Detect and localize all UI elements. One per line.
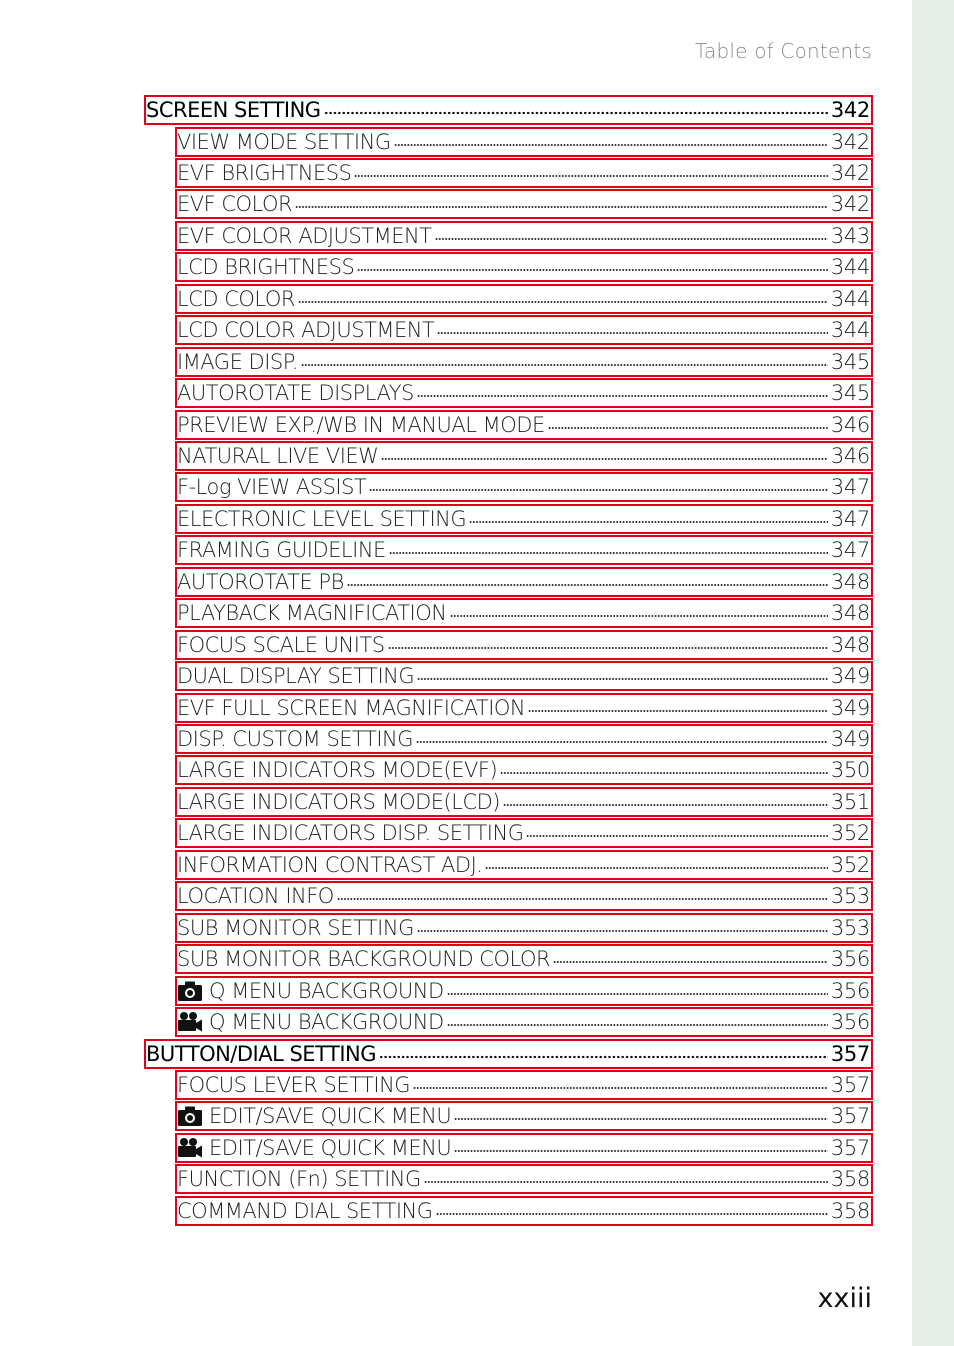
toc-entry-page: 344	[830, 318, 870, 343]
dot-leader	[417, 393, 828, 399]
toc-entry-label: BUTTON/DIAL SETTING	[146, 1041, 377, 1066]
toc-entry-page: 342	[830, 98, 870, 122]
dot-leader	[369, 487, 828, 493]
toc-entry[interactable]	[175, 976, 873, 1006]
toc-entry-page: 347	[830, 506, 870, 531]
dot-leader	[379, 1054, 828, 1060]
page-header-title: Table of Contents	[694, 39, 872, 63]
toc-entry-label: PREVIEW EXP./WB IN MANUAL MODE	[177, 412, 545, 437]
toc-entry[interactable]	[175, 787, 873, 817]
dot-leader	[447, 991, 828, 997]
toc-entry-page: 352	[830, 821, 870, 846]
dot-leader	[548, 425, 828, 431]
toc-entry[interactable]	[175, 693, 873, 723]
dot-leader	[436, 1211, 828, 1217]
toc-entry-page: 346	[830, 443, 870, 468]
dot-leader	[424, 1179, 828, 1185]
toc-entry-page: 344	[830, 255, 870, 280]
toc-entry-page: 348	[830, 601, 870, 626]
toc-entry[interactable]	[175, 315, 873, 345]
toc-entry-label: PLAYBACK MAGNIFICATION	[177, 601, 447, 626]
toc-entry[interactable]	[175, 661, 873, 691]
toc-entry-label: EVF BRIGHTNESS	[177, 160, 352, 185]
toc-entry[interactable]	[175, 127, 873, 157]
toc-entry-label: IMAGE DISP.	[177, 349, 298, 374]
toc-entry-page: 357	[830, 1135, 870, 1160]
dot-leader	[437, 330, 827, 336]
toc-entry-page: 356	[830, 1010, 870, 1034]
toc-entry-label: AUTOROTATE PB	[177, 569, 344, 594]
toc-entry[interactable]	[175, 189, 873, 219]
toc-entry[interactable]	[175, 410, 873, 440]
toc-entry-page: 356	[830, 947, 870, 972]
toc-entry-page: 353	[830, 915, 870, 940]
toc-entry-page: 358	[830, 1198, 870, 1223]
dot-leader	[389, 550, 828, 556]
toc-entry[interactable]	[175, 1070, 873, 1100]
toc-entry[interactable]	[175, 252, 873, 282]
toc-entry[interactable]	[175, 1164, 873, 1194]
dot-leader	[354, 173, 827, 179]
toc-entry-label: LARGE INDICATORS MODE(LCD)	[177, 789, 500, 814]
toc-entry[interactable]	[175, 378, 873, 408]
toc-entry[interactable]	[175, 284, 873, 314]
toc-entry-label: DISP. CUSTOM SETTING	[177, 727, 414, 751]
toc-section-entry[interactable]	[144, 95, 873, 125]
toc-entry[interactable]	[175, 1196, 873, 1226]
toc-entry-page: 349	[830, 695, 870, 720]
toc-entry-page: 348	[830, 632, 870, 657]
movie-camera-icon	[177, 1011, 203, 1033]
still-camera-icon	[177, 980, 203, 1002]
toc-entry[interactable]	[175, 850, 873, 880]
movie-camera-icon	[177, 1137, 203, 1159]
toc-entry-label: FUNCTION (Fn) SETTING	[177, 1167, 421, 1192]
toc-entry[interactable]	[175, 441, 873, 471]
dot-leader	[388, 645, 828, 651]
toc-entry-page: 356	[830, 978, 870, 1003]
toc-entry-label: EVF FULL SCREEN MAGNIFICATION	[177, 695, 526, 720]
toc-entry-page: 347	[830, 475, 870, 500]
dot-leader	[295, 204, 828, 210]
toc-entry-label: Q MENU BACKGROUND	[209, 978, 444, 1003]
toc-entry-page: 352	[830, 852, 870, 877]
toc-entry[interactable]	[175, 347, 873, 377]
toc-entry-page: 347	[830, 538, 870, 563]
toc-entry-page: 345	[830, 349, 870, 374]
toc-entry-label: VIEW MODE SETTING	[177, 129, 391, 154]
toc-entry[interactable]	[175, 818, 873, 848]
side-strip	[912, 0, 954, 1346]
dot-leader	[454, 1148, 828, 1154]
toc-entry-page: 357	[830, 1104, 870, 1129]
dot-leader	[357, 267, 828, 273]
toc-entry-label: FRAMING GUIDELINE	[177, 538, 386, 563]
toc-entry[interactable]	[175, 881, 873, 911]
dot-leader	[454, 1116, 828, 1122]
dot-leader	[417, 928, 828, 934]
toc-entry-label: COMMAND DIAL SETTING	[177, 1198, 433, 1223]
toc-entry-label: FOCUS LEVER SETTING	[177, 1072, 411, 1097]
toc-entry-label: Q MENU BACKGROUND	[209, 1010, 444, 1034]
toc-entry-page: 344	[830, 286, 870, 311]
toc-entry-page: 342	[830, 129, 870, 154]
toc-entry-label: LARGE INDICATORS DISP. SETTING	[177, 821, 524, 846]
toc-entry-page: 349	[830, 727, 870, 751]
toc-entry[interactable]	[175, 504, 873, 534]
toc-entry-page: 358	[830, 1167, 870, 1192]
dot-leader	[503, 802, 828, 808]
toc-entry[interactable]	[175, 630, 873, 660]
dot-leader	[337, 896, 828, 902]
toc-entry[interactable]	[175, 724, 873, 754]
dot-leader	[381, 456, 827, 462]
dot-leader	[435, 236, 828, 242]
dot-leader	[416, 739, 828, 745]
toc-entry[interactable]	[175, 567, 873, 597]
toc-entry-page: 342	[830, 160, 870, 185]
toc-entry-label: ELECTRONIC LEVEL SETTING	[177, 506, 467, 531]
toc-entry[interactable]	[175, 1101, 873, 1131]
toc-entry-label: FOCUS SCALE UNITS	[177, 632, 385, 657]
toc-entry[interactable]	[175, 913, 873, 943]
dot-leader	[413, 1085, 828, 1091]
toc-entry-page: 357	[830, 1041, 870, 1066]
toc-entry[interactable]	[175, 944, 873, 974]
toc-entry[interactable]	[175, 535, 873, 565]
toc-entry-page: 357	[830, 1072, 870, 1097]
dot-leader	[526, 833, 827, 839]
toc-entry[interactable]	[175, 755, 873, 785]
toc-entry[interactable]	[175, 1007, 873, 1037]
toc-entry-label: F-Log VIEW ASSIST	[177, 475, 367, 500]
toc-section-entry[interactable]	[144, 1039, 873, 1069]
dot-leader	[469, 519, 828, 525]
toc-entry-label: DUAL DISPLAY SETTING	[177, 664, 415, 689]
still-camera-icon	[177, 1105, 203, 1127]
dot-leader	[394, 142, 828, 148]
toc-entry-page: 342	[830, 192, 870, 217]
toc-entry[interactable]	[175, 221, 873, 251]
toc-entry-label: EDIT/SAVE QUICK MENU	[209, 1135, 452, 1160]
toc-entry-label: SCREEN SETTING	[146, 98, 321, 122]
toc-entry-label: LARGE INDICATORS MODE(EVF)	[177, 758, 498, 783]
dot-leader	[324, 110, 828, 116]
toc-entry-page: 351	[830, 789, 870, 814]
dot-leader	[450, 613, 828, 619]
toc-entry-page: 348	[830, 569, 870, 594]
page-number: xxiii	[817, 1283, 872, 1314]
dot-leader	[347, 582, 828, 588]
dot-leader	[528, 708, 828, 714]
toc-entry-label: LCD BRIGHTNESS	[177, 255, 355, 280]
toc-entry-label: EDIT/SAVE QUICK MENU	[209, 1104, 452, 1129]
toc-entry-label: EVF COLOR	[177, 192, 293, 217]
toc-entry-label: AUTOROTATE DISPLAYS	[177, 381, 414, 406]
toc-entry-label: SUB MONITOR BACKGROUND COLOR	[177, 947, 551, 972]
dot-leader	[417, 676, 828, 682]
toc-entry-page: 353	[830, 884, 870, 909]
toc-entry-page: 345	[830, 381, 870, 406]
dot-leader	[301, 362, 828, 368]
toc-entry[interactable]	[175, 158, 873, 188]
dot-leader	[500, 770, 828, 776]
toc-entry-label: LCD COLOR ADJUSTMENT	[177, 318, 435, 343]
toc-entry-label: SUB MONITOR SETTING	[177, 915, 414, 940]
toc-entry-page: 349	[830, 664, 870, 689]
toc-entry-label: LCD COLOR	[177, 286, 295, 311]
toc-entry[interactable]	[175, 472, 873, 502]
toc-entry-label: LOCATION INFO	[177, 884, 334, 909]
dot-leader	[485, 865, 827, 871]
dot-leader	[553, 959, 828, 965]
toc-entry-label: INFORMATION CONTRAST ADJ.	[177, 852, 483, 877]
toc-entry-label: EVF COLOR ADJUSTMENT	[177, 223, 432, 248]
dot-leader	[447, 1022, 828, 1028]
toc-entry-label: NATURAL LIVE VIEW	[177, 443, 379, 468]
toc-entry[interactable]	[175, 1133, 873, 1163]
dot-leader	[298, 299, 828, 305]
toc-entry-page: 350	[830, 758, 870, 783]
toc-entry-page: 346	[830, 412, 870, 437]
toc-entry-page: 343	[830, 223, 870, 248]
toc-entry[interactable]	[175, 598, 873, 628]
